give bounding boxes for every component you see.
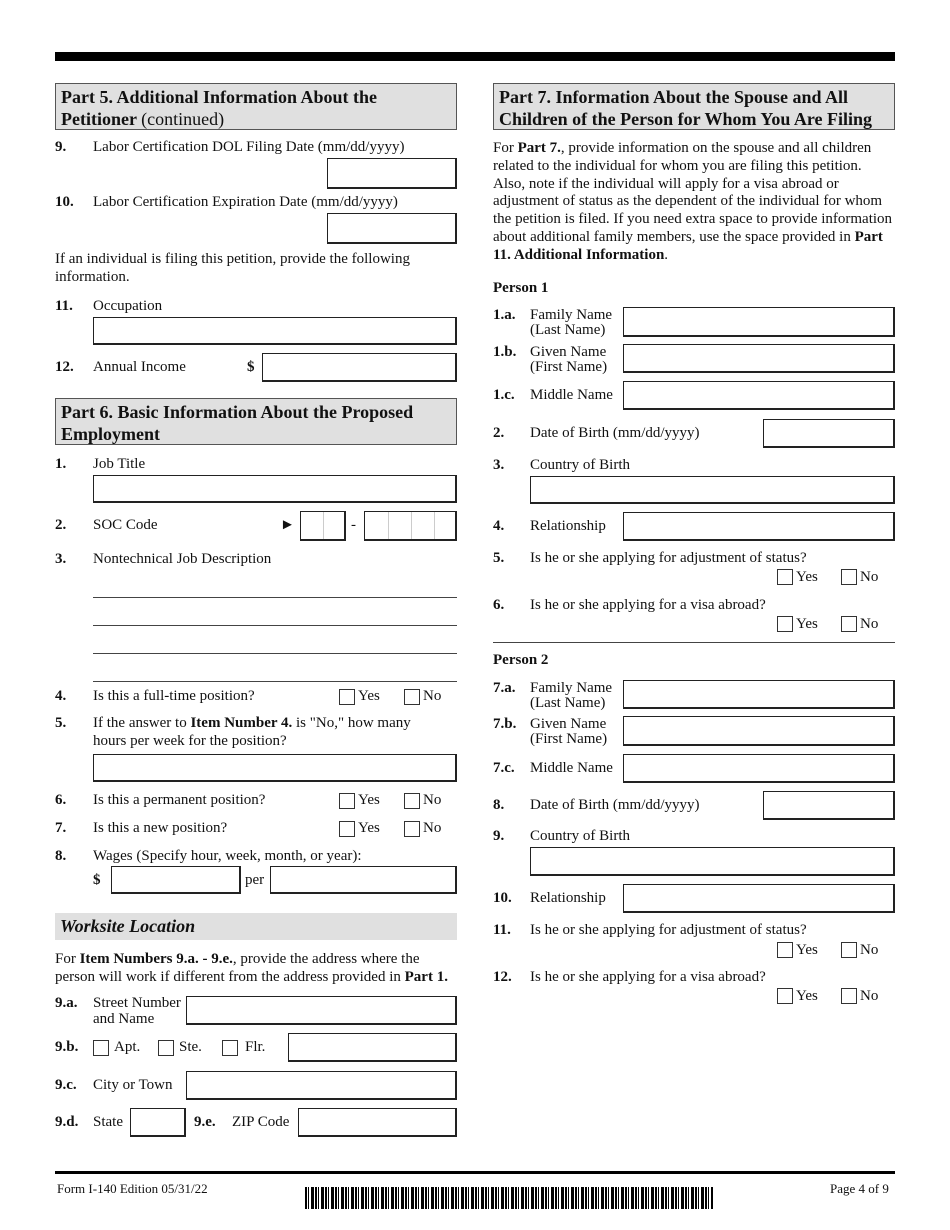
no-label: No — [860, 616, 879, 632]
person1-heading: Person 1 — [493, 280, 549, 296]
person2-dob-input[interactable] — [763, 791, 895, 820]
soc-code-label: SOC Code — [93, 517, 158, 533]
family-name-sublabel: (Last Name) — [530, 322, 606, 338]
item-number: 9.e. — [194, 1114, 216, 1130]
occupation-input[interactable] — [93, 317, 457, 345]
person2-relationship-input[interactable] — [623, 884, 895, 913]
part5-header: Part 5. Additional Information About the Petitioner (continued) — [55, 83, 457, 130]
state-input[interactable] — [130, 1108, 186, 1137]
job-title-input[interactable] — [93, 475, 457, 503]
permanent-label: Is this a permanent position? — [93, 792, 266, 808]
item-number: 1.b. — [493, 344, 517, 360]
apt-checkbox[interactable] — [93, 1040, 109, 1056]
yes-label: Yes — [358, 820, 380, 836]
item-number: 6. — [55, 792, 67, 808]
new-position-yes-checkbox[interactable] — [339, 821, 355, 837]
person2-country-input[interactable] — [530, 847, 895, 876]
annual-income-input[interactable] — [262, 353, 457, 382]
permanent-yes-checkbox[interactable] — [339, 793, 355, 809]
yes-label: Yes — [796, 942, 818, 958]
ste-label: Ste. — [179, 1039, 202, 1055]
item-number: 9.d. — [55, 1114, 79, 1130]
person1-adjust-no-checkbox[interactable] — [841, 569, 857, 585]
person2-given-name-input[interactable] — [623, 716, 895, 746]
person1-country-input[interactable] — [530, 476, 895, 504]
item-number: 9.a. — [55, 995, 78, 1011]
apt-label: Apt. — [114, 1039, 141, 1055]
middle-name-label: Middle Name — [530, 387, 613, 403]
item-number: 9. — [55, 139, 67, 155]
wages-amount-input[interactable] — [111, 866, 241, 894]
full-time-label: Is this a full-time position? — [93, 688, 255, 704]
dob-label: Date of Birth (mm/dd/yyyy) — [530, 797, 700, 813]
page-number: Page 4 of 9 — [830, 1181, 889, 1196]
form-edition: Form I-140 Edition 05/31/22 — [57, 1181, 208, 1196]
individual-intro: If an individual is filing this petition, provide the following information. — [55, 251, 410, 285]
item-number: 2. — [55, 517, 67, 533]
footer-rule — [55, 1171, 895, 1174]
dol-filing-date-label: Labor Certification DOL Filing Date (mm/dd/yyyy) — [93, 139, 405, 155]
yes-label: Yes — [796, 988, 818, 1004]
street-label-line2: and Name — [93, 1011, 155, 1027]
item-number: 9.b. — [55, 1039, 79, 1055]
yes-label: Yes — [796, 616, 818, 632]
wages-label: Wages (Specify hour, week, month, or year): — [93, 848, 362, 864]
ste-checkbox[interactable] — [158, 1040, 174, 1056]
person1-dob-input[interactable] — [763, 419, 895, 448]
person1-middle-name-input[interactable] — [623, 381, 895, 410]
item-number: 5. — [55, 715, 67, 731]
soc-dash: - — [351, 517, 356, 533]
adjust-label: Is he or she applying for adjustment of status? — [530, 550, 807, 566]
person2-family-name-input[interactable] — [623, 680, 895, 709]
visa-label: Is he or she applying for a visa abroad? — [530, 597, 766, 613]
item-number: 1. — [55, 456, 67, 472]
dol-filing-date-input[interactable] — [327, 158, 457, 189]
person2-visa-yes-checkbox[interactable] — [777, 988, 793, 1004]
item-number: 4. — [55, 688, 67, 704]
worksite-intro-line2: person will work if different from the address provided in Part 1. — [55, 969, 448, 985]
no-label: No — [423, 688, 442, 704]
relationship-label: Relationship — [530, 518, 606, 534]
full-time-no-checkbox[interactable] — [404, 689, 420, 705]
street-input[interactable] — [186, 996, 457, 1025]
soc-code-part1-input[interactable] — [300, 511, 346, 541]
part7-intro: For Part 7., provide information on the spouse and all children related to the individual for whom you are filing this petition. Also, note if the individual will apply for a visa abroad or adjustment of status as the dependent of the individual for whom the petition is filed. If you need extra space to provide information about additional family members, use the space provided in Part 11. Additional Information. — [493, 140, 893, 263]
hours-label-line2: hours per week for the position? — [93, 733, 287, 749]
adjust-label: Is he or she applying for adjustment of status? — [530, 922, 807, 938]
family-name-label: Family Name — [530, 307, 613, 323]
country-label: Country of Birth — [530, 828, 630, 844]
part6-header: Part 6. Basic Information About the Proposed Employment — [55, 398, 457, 445]
dollar-sign: $ — [247, 359, 255, 375]
item-number: 10. — [55, 194, 74, 210]
item-number: 6. — [493, 597, 505, 613]
given-name-sublabel: (First Name) — [530, 731, 608, 747]
person1-relationship-input[interactable] — [623, 512, 895, 541]
family-name-sublabel: (Last Name) — [530, 695, 606, 711]
relationship-label: Relationship — [530, 890, 606, 906]
no-label: No — [860, 569, 879, 585]
occupation-label: Occupation — [93, 298, 163, 314]
item-number: 2. — [493, 425, 505, 441]
item-number: 12. — [493, 969, 512, 985]
item-number: 12. — [55, 359, 74, 375]
city-label: City or Town — [93, 1077, 173, 1093]
job-title-label: Job Title — [93, 456, 146, 472]
divider — [493, 642, 895, 643]
hours-label: If the answer to Item Number 4. is "No," how many — [93, 715, 411, 731]
item-number: 10. — [493, 890, 512, 906]
zip-input[interactable] — [298, 1108, 457, 1137]
state-label: State — [93, 1114, 123, 1130]
item-number: 3. — [55, 551, 67, 567]
yes-label: Yes — [796, 569, 818, 585]
dob-label: Date of Birth (mm/dd/yyyy) — [530, 425, 700, 441]
flr-checkbox[interactable] — [222, 1040, 238, 1056]
item-number: 1.c. — [493, 387, 515, 403]
item-number: 11. — [493, 922, 511, 938]
flr-label: Flr. — [245, 1039, 266, 1055]
no-label: No — [860, 942, 879, 958]
given-name-sublabel: (First Name) — [530, 359, 608, 375]
permanent-no-checkbox[interactable] — [404, 793, 420, 809]
arrow-right-icon: ► — [280, 517, 295, 533]
wages-period-input[interactable] — [270, 866, 457, 894]
city-input[interactable] — [186, 1071, 457, 1100]
item-number: 7.b. — [493, 716, 517, 732]
worksite-intro: For Item Numbers 9.a. - 9.e., provide the address where the — [55, 951, 420, 967]
item-number: 9.c. — [55, 1077, 77, 1093]
person1-visa-no-checkbox[interactable] — [841, 616, 857, 632]
part7-header: Part 7. Information About the Spouse and All Children of the Person for Whom You Are Filing — [493, 83, 895, 130]
expiration-date-label: Labor Certification Expiration Date (mm/dd/yyyy) — [93, 194, 398, 210]
dollar-sign: $ — [93, 872, 101, 888]
item-number: 8. — [493, 797, 505, 813]
per-label: per — [245, 872, 265, 888]
person1-adjust-yes-checkbox[interactable] — [777, 569, 793, 585]
item-number: 4. — [493, 518, 505, 534]
person2-adjust-yes-checkbox[interactable] — [777, 942, 793, 958]
job-description-label: Nontechnical Job Description — [93, 551, 272, 567]
no-label: No — [423, 820, 442, 836]
item-number: 7.c. — [493, 760, 515, 776]
item-number: 5. — [493, 550, 505, 566]
annual-income-label: Annual Income — [93, 359, 186, 375]
unit-number-input[interactable] — [288, 1033, 457, 1062]
person2-visa-no-checkbox[interactable] — [841, 988, 857, 1004]
item-number: 7. — [55, 820, 67, 836]
full-time-yes-checkbox[interactable] — [339, 689, 355, 705]
yes-label: Yes — [358, 688, 380, 704]
item-number: 8. — [55, 848, 67, 864]
yes-label: Yes — [358, 792, 380, 808]
item-number: 11. — [55, 298, 73, 314]
person1-family-name-input[interactable] — [623, 307, 895, 337]
barcode — [305, 1187, 713, 1209]
middle-name-label: Middle Name — [530, 760, 613, 776]
expiration-date-input[interactable] — [327, 213, 457, 244]
top-rule — [55, 52, 895, 61]
person1-given-name-input[interactable] — [623, 344, 895, 373]
given-name-label: Given Name — [530, 344, 607, 360]
zip-label: ZIP Code — [232, 1114, 290, 1130]
item-number: 1.a. — [493, 307, 516, 323]
item-number: 9. — [493, 828, 505, 844]
visa-label: Is he or she applying for a visa abroad? — [530, 969, 766, 985]
new-position-label: Is this a new position? — [93, 820, 228, 836]
no-label: No — [860, 988, 879, 1004]
worksite-header: Worksite Location — [55, 913, 457, 940]
soc-code-part2-input[interactable] — [364, 511, 457, 541]
hours-input[interactable] — [93, 754, 457, 782]
street-label: Street Number — [93, 995, 181, 1011]
new-position-no-checkbox[interactable] — [404, 821, 420, 837]
item-number: 3. — [493, 457, 505, 473]
no-label: No — [423, 792, 442, 808]
family-name-label: Family Name — [530, 680, 613, 696]
person2-adjust-no-checkbox[interactable] — [841, 942, 857, 958]
person2-heading: Person 2 — [493, 652, 549, 668]
item-number: 7.a. — [493, 680, 516, 696]
person2-middle-name-input[interactable] — [623, 754, 895, 783]
given-name-label: Given Name — [530, 716, 607, 732]
country-label: Country of Birth — [530, 457, 630, 473]
person1-visa-yes-checkbox[interactable] — [777, 616, 793, 632]
